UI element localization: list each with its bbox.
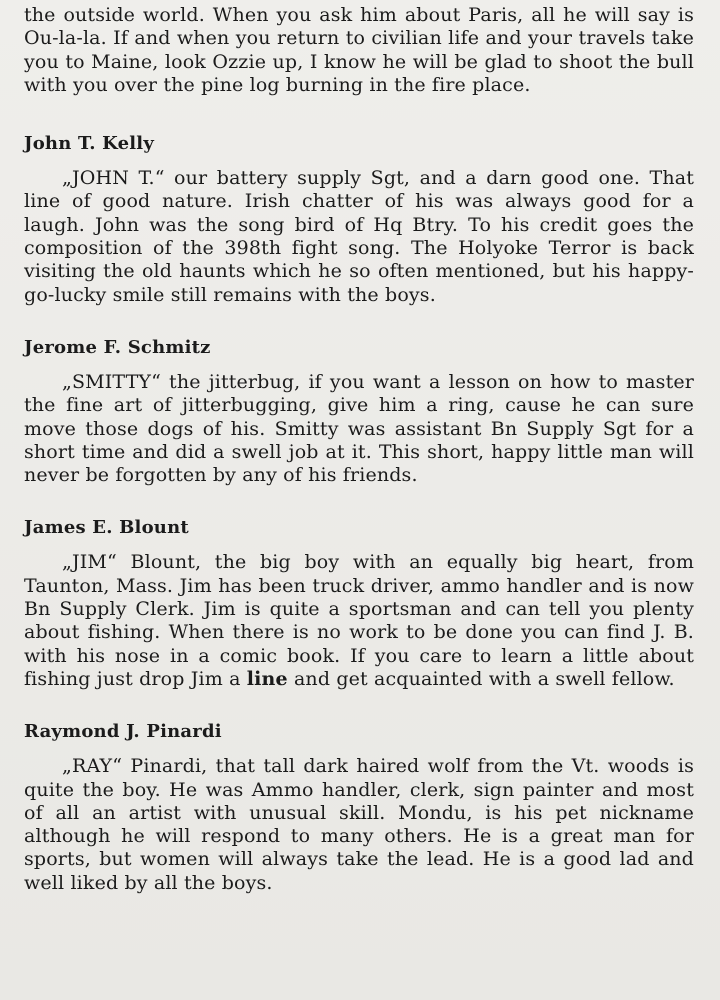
entry-paragraph [24, 551, 694, 691]
bold-word-line: line [246, 667, 288, 690]
entry-raymond-j-pinardi [24, 721, 694, 895]
entry-paragraph: „SMITTY“ the jitterbug, if you want a lesson on how to master the fine art of jitterbugging, give him a ring, cause he can sure move those dogs of his. Smitty was assistant Bn Supply Sgt for a short time and did a swell job at it. This short, happy little man will never be forgotten by any of his friends. [24, 370, 694, 487]
entry-jerome-f-schmitz [24, 337, 694, 487]
entry-name: Jerome F. Schmitz [24, 336, 211, 358]
entry-name: John T. Kelly [24, 133, 155, 155]
entry-paragraph: „RAY“ Pinardi, that tall dark haired wolf from the Vt. woods is quite the boy. He was Ammo handler, clerk, sign painter and most of all an artist with unusual skill. Mondu, is his pet nickname although he will respond to many others. He is a great man for sports, but women will always take the lead. He is a good lad and well liked by all the boys. [24, 755, 694, 894]
entry-text-before: „JIM“ Blount, the big boy with an equally big heart, from Taunton, Mass. Jim has been truck driver, ammo handler and is now Bn Supply Clerk. Jim is quite a sportsman and can tell you plenty about fishing. When there is no work to be done you can find J. B. with his nose in a comic book. If you care to learn a little about fishing just drop Jim a [24, 551, 694, 690]
entry-name: James E. Blount [24, 517, 189, 539]
intro-paragraph: the outside world. When you ask him about Paris, all he will say is Ou-la-la. If and when you return to civilian life and your travels take you to Maine, look Ozzie up, I know he will be glad to shoot the bull with you over the pine log burning in the fire place. [24, 4, 694, 96]
entry-james-e-blount [24, 517, 694, 691]
entry-john-t-kelly [24, 133, 694, 307]
entry-text-after: and get acquainted with a swell fellow. [293, 667, 675, 690]
entry-name: Raymond J. Pinardi [24, 721, 222, 743]
entry-paragraph: „JOHN T.“ our battery supply Sgt, and a darn good one. That line of good nature. Irish chatter of his was always good for a laugh. John was the song bird of Hq Btry. To his credit goes the composition of the 398th fight song. The Holyoke Terror is back visiting the old haunts which he so often mentioned, but his happy-go-lucky smile still remains with the boys. [24, 167, 694, 306]
